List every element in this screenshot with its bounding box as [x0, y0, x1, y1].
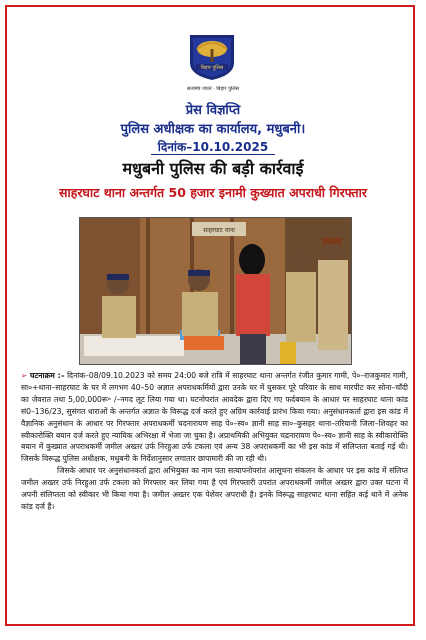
bihar-police-logo — [188, 33, 236, 81]
date-underline — [151, 154, 275, 155]
release-date: दिनांक–10.10.2025 — [157, 140, 269, 154]
press-release-title: प्रेस विज्ञप्ति — [185, 103, 241, 118]
article-paragraph-1 — [21, 370, 408, 465]
headline: मधुबनी पुलिस की बड़ी कार्रवाई — [122, 159, 304, 178]
subheadline: साहरघाट थाना अन्तर्गत 50 हजार इनामी कुख्यात अपराधी गिरफ्तार — [59, 185, 367, 200]
arrow-bullet-icon: ➢ — [21, 371, 28, 380]
paragraph-1-text: दिनांक–08/09.10.2023 को समय 24:00 बजे रात्रि में साहरघाट थाना अन्तर्गत रंजीत कुमार गामी, पे०–राजकुमार गामी, सा०+थाना–साहरघाट के घर में लगभग 40–50 अज्ञात अपराधकर्मियों द्वारा उनके घर में घुसकर पूरे परिवार के साथ मारपीट कर सोना–चाँदी का जेवरात तथा 5,00,000रू॰ /–नगद लूट लिया गया था। घटनोपरांत आवदेक द्वारा दिए गए फर्दबयान के आधार पर साहरघाट थाना कांड सं0–136/23, सुसंगत धाराओं के अन्तर्गत अज्ञात के विरूद्ध दर्ज करते हुए अग्रिम कार्रवाई प्रारंभ किया गया। अनुसंधानकर्ता द्वारा इस कांड में वैज्ञानिक अनुसंधान के आधार पर गिरफ्तार अपराधकर्मी चदनारायण साह पे०–स्व० ज्ञानी साह सा०–कुसहर थाना–तरियानी जिला–शिवहर का स्वीकारोक्ति बयान दर्ज करते हुए न्यायिक अभिरक्षा में भेजा जा चुका है। अप्राथमिकी अभियुक्त चद्रनारायण पे०–स्व० ज्ञानी साह के स्वीकारोक्ति बयान में कुख्यात अपराधकर्मी जमील अख्तर उर्फ निरहुआ उर्फ टकला एवं अन्य 38 अपराधकर्मी का भी इस कांड में संलिप्तता बताई गई थी। जिसके विरूद्ध पुलिस अधीक्षक, मधुबनी के निर्देशानुसार लगातार छापामारी की जा रही थी। — [21, 371, 408, 464]
police-emblem-icon — [188, 33, 236, 81]
article-paragraph-2: जिसके आधार पर अनुसंधानकर्ता द्वारा अभियुक्त का नाम पता सत्यापनोपरांत आसूचना संकलन के आधार पर इस कांड में संलिप्त जमील अख्तर उर्फ निरहुआ उर्फ टकला को गिरफ्तार कर लिया गया है एवं गिरफ्तारी उपरांत अपराधकर्मी जमील अख्तर द्वारा उक्त घटना में अपनी संलिप्तता को स्वीकार भी किया गया है। जमील अख्तर एक पेशेवर अपराधी है। इनके विरूद्ध साहरघाट थाना सहित कई थाने में अनेक कांड दर्ज हैं। — [21, 466, 408, 511]
paragraph-lead: घटनाक्रम :– — [29, 371, 65, 380]
svg-text:साहरघाट थाना: साहरघाट थाना — [203, 227, 235, 234]
svg-text:बिहार पुलिस: बिहार पुलिस — [200, 65, 224, 71]
article-body — [21, 370, 408, 513]
arrest-photo — [79, 217, 352, 365]
logo-motto: सत्यमेव जयते · बिहार पुलिस — [187, 86, 239, 92]
office-name: पुलिस अधीक्षक का कार्यालय, मधुबनी। — [120, 122, 306, 137]
